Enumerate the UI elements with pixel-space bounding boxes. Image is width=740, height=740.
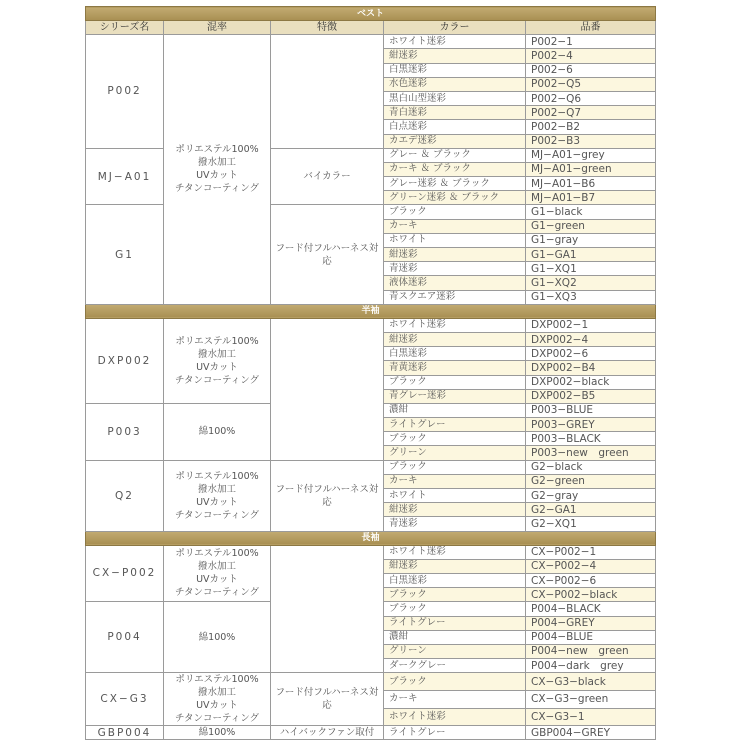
part-number-cell: DXP002−1 xyxy=(526,318,656,332)
feature-cell: フード付フルハーネス対応 xyxy=(271,673,384,726)
color-cell: 白黒迷彩 xyxy=(384,347,526,361)
material-line: チタンコーティング xyxy=(174,587,260,599)
part-number-cell: P002−6 xyxy=(526,63,656,77)
series-name: CX−P002 xyxy=(86,545,164,602)
part-number-cell: G1−green xyxy=(526,219,656,233)
material-line: 綿100% xyxy=(198,727,236,739)
material-line: 綿100% xyxy=(198,631,236,643)
part-number-cell: DXP002−black xyxy=(526,375,656,389)
material-line: ポリエステル100% xyxy=(175,548,259,560)
color-cell: カーキ xyxy=(384,690,526,708)
section-header xyxy=(86,531,656,545)
color-cell: カーキ ＆ ブラック xyxy=(384,162,526,176)
color-cell: 水色迷彩 xyxy=(384,77,526,91)
color-cell: ライトグレー xyxy=(384,726,526,740)
color-cell: ブラック xyxy=(384,460,526,474)
part-number-cell: P004−dark grey xyxy=(526,659,656,673)
color-cell: ブラック xyxy=(384,375,526,389)
color-cell: 青スクエア迷彩 xyxy=(384,290,526,304)
part-number-cell: DXP002−B4 xyxy=(526,361,656,375)
product-table xyxy=(85,6,656,740)
part-number-cell: CX−P002−1 xyxy=(526,545,656,559)
series-name: P002 xyxy=(86,35,164,149)
table-row xyxy=(86,318,656,332)
material-line: チタンコーティング xyxy=(174,183,260,195)
part-number-cell: CX−P002−black xyxy=(526,588,656,602)
material-line: チタンコーティング xyxy=(174,713,260,725)
part-number-cell: CX−P002−6 xyxy=(526,573,656,587)
color-cell: 液体迷彩 xyxy=(384,276,526,290)
color-cell: 黒白山型迷彩 xyxy=(384,91,526,105)
column-header-row xyxy=(86,21,656,35)
material-cell xyxy=(164,602,271,673)
color-cell: ホワイト迷彩 xyxy=(384,35,526,49)
color-cell: グレー迷彩 ＆ ブラック xyxy=(384,177,526,191)
part-number-cell: MJ−A01−green xyxy=(526,162,656,176)
part-number-cell: P002−4 xyxy=(526,49,656,63)
series-name: CX−G3 xyxy=(86,673,164,726)
part-number-cell: P003−GREY xyxy=(526,418,656,432)
part-number-cell: G1−GA1 xyxy=(526,248,656,262)
material-line: UVカット xyxy=(196,170,238,182)
part-number-cell: G1−XQ1 xyxy=(526,262,656,276)
series-name: GBP004 xyxy=(86,726,164,740)
part-number-cell: G2−GA1 xyxy=(526,503,656,517)
part-number-cell: P002−1 xyxy=(526,35,656,49)
column-header: カラー xyxy=(384,21,526,35)
section-title: 半袖 xyxy=(86,304,656,318)
part-number-cell: CX−G3−1 xyxy=(526,708,656,726)
feature-cell xyxy=(271,318,384,460)
material-line: ポリエステル100% xyxy=(175,335,259,347)
series-name: G1 xyxy=(86,205,164,304)
part-number-cell: G1−gray xyxy=(526,233,656,247)
table-row xyxy=(86,460,656,474)
series-name: DXP002 xyxy=(86,318,164,403)
color-cell: 青グレー迷彩 xyxy=(384,389,526,403)
material-cell xyxy=(164,460,271,531)
table-row xyxy=(86,726,656,740)
material-cell xyxy=(164,403,271,460)
color-cell: 紺迷彩 xyxy=(384,49,526,63)
part-number-cell: G1−black xyxy=(526,205,656,219)
series-name: MJ−A01 xyxy=(86,148,164,205)
color-cell: 紺迷彩 xyxy=(384,248,526,262)
color-cell: カエデ迷彩 xyxy=(384,134,526,148)
material-line: 撥水加工 xyxy=(197,483,236,495)
material-line: UVカット xyxy=(196,700,238,712)
color-cell: ホワイト迷彩 xyxy=(384,545,526,559)
color-cell: ホワイト迷彩 xyxy=(384,708,526,726)
section-title: ベスト xyxy=(86,7,656,21)
material-line: UVカット xyxy=(196,496,238,508)
material-cell xyxy=(164,726,271,740)
material-cell xyxy=(164,35,271,305)
color-cell: 白黒迷彩 xyxy=(384,573,526,587)
part-number-cell: P003−new green xyxy=(526,446,656,460)
material-line: 撥水加工 xyxy=(197,687,236,699)
series-name: P003 xyxy=(86,403,164,460)
section-header xyxy=(86,7,656,21)
part-number-cell: P002−Q6 xyxy=(526,91,656,105)
color-cell: 濃紺 xyxy=(384,630,526,644)
color-cell: 紺迷彩 xyxy=(384,503,526,517)
part-number-cell: P004−new green xyxy=(526,644,656,658)
material-line: 撥水加工 xyxy=(197,157,236,169)
feature-cell: フード付フルハーネス対応 xyxy=(271,460,384,531)
color-cell: ブラック xyxy=(384,205,526,219)
part-number-cell: P003−BLACK xyxy=(526,432,656,446)
part-number-cell: CX−P002−4 xyxy=(526,559,656,573)
color-cell: ブラック xyxy=(384,673,526,691)
part-number-cell: CX−G3−green xyxy=(526,690,656,708)
color-cell: ホワイト xyxy=(384,489,526,503)
table-row xyxy=(86,545,656,559)
color-cell: 紺迷彩 xyxy=(384,559,526,573)
material-line: ポリエステル100% xyxy=(175,674,259,686)
part-number-cell: G1−XQ3 xyxy=(526,290,656,304)
part-number-cell: DXP002−4 xyxy=(526,332,656,346)
part-number-cell: G2−black xyxy=(526,460,656,474)
color-cell: 青迷彩 xyxy=(384,262,526,276)
part-number-cell: MJ−A01−B7 xyxy=(526,191,656,205)
table-row xyxy=(86,35,656,49)
color-cell: カーキ xyxy=(384,219,526,233)
color-cell: 青白迷彩 xyxy=(384,106,526,120)
material-cell xyxy=(164,673,271,726)
part-number-cell: MJ−A01−B6 xyxy=(526,177,656,191)
material-line: ポリエステル100% xyxy=(175,470,259,482)
column-header: シリーズ名 xyxy=(86,21,164,35)
column-header: 特徴 xyxy=(271,21,384,35)
column-header: 混率 xyxy=(164,21,271,35)
part-number-cell: G2−green xyxy=(526,474,656,488)
part-number-cell: G1−XQ2 xyxy=(526,276,656,290)
table-row xyxy=(86,673,656,691)
part-number-cell: P002−B3 xyxy=(526,134,656,148)
color-cell: グリーン迷彩 ＆ ブラック xyxy=(384,191,526,205)
color-cell: ブラック xyxy=(384,432,526,446)
section-title: 長袖 xyxy=(86,531,656,545)
color-cell: ブラック xyxy=(384,588,526,602)
color-cell: ブラック xyxy=(384,602,526,616)
material-line: チタンコーティング xyxy=(174,509,260,521)
material-line: UVカット xyxy=(196,574,238,586)
color-cell: 青迷彩 xyxy=(384,517,526,531)
color-cell: ホワイト xyxy=(384,233,526,247)
part-number-cell: P004−GREY xyxy=(526,616,656,630)
part-number-cell: P004−BLACK xyxy=(526,602,656,616)
material-line: チタンコーティング xyxy=(174,374,260,386)
feature-cell: フード付フルハーネス対応 xyxy=(271,205,384,304)
part-number-cell: DXP002−6 xyxy=(526,347,656,361)
series-name: Q2 xyxy=(86,460,164,531)
part-number-cell: P002−B2 xyxy=(526,120,656,134)
feature-cell xyxy=(271,545,384,673)
color-cell: ダークグレー xyxy=(384,659,526,673)
feature-cell: バイカラー xyxy=(271,148,384,205)
part-number-cell: P004−BLUE xyxy=(526,630,656,644)
color-cell: 白点迷彩 xyxy=(384,120,526,134)
color-cell: グリーン xyxy=(384,446,526,460)
color-cell: グレー ＆ ブラック xyxy=(384,148,526,162)
part-number-cell: DXP002−B5 xyxy=(526,389,656,403)
material-line: 撥水加工 xyxy=(197,561,236,573)
color-cell: ライトグレー xyxy=(384,616,526,630)
series-name: P004 xyxy=(86,602,164,673)
part-number-cell: GBP004−GREY xyxy=(526,726,656,740)
part-number-cell: CX−G3−black xyxy=(526,673,656,691)
part-number-cell: G2−XQ1 xyxy=(526,517,656,531)
color-cell: 紺迷彩 xyxy=(384,332,526,346)
part-number-cell: P002−Q5 xyxy=(526,77,656,91)
material-line: 綿100% xyxy=(198,426,236,438)
part-number-cell: P003−BLUE xyxy=(526,403,656,417)
section-header xyxy=(86,304,656,318)
material-cell xyxy=(164,545,271,602)
color-cell: ホワイト迷彩 xyxy=(384,318,526,332)
material-line: 撥水加工 xyxy=(197,348,236,360)
color-cell: カーキ xyxy=(384,474,526,488)
color-cell: 青黄迷彩 xyxy=(384,361,526,375)
part-number-cell: G2−gray xyxy=(526,489,656,503)
material-line: ポリエステル100% xyxy=(175,144,259,156)
color-cell: 白黒迷彩 xyxy=(384,63,526,77)
feature-cell xyxy=(271,35,384,149)
column-header: 品番 xyxy=(526,21,656,35)
material-line: UVカット xyxy=(196,361,238,373)
part-number-cell: MJ−A01−grey xyxy=(526,148,656,162)
color-cell: グリーン xyxy=(384,644,526,658)
color-cell: ライトグレー xyxy=(384,418,526,432)
color-cell: 濃紺 xyxy=(384,403,526,417)
material-cell xyxy=(164,318,271,403)
feature-cell: ハイバックファン取付 xyxy=(271,726,384,740)
part-number-cell: P002−Q7 xyxy=(526,106,656,120)
